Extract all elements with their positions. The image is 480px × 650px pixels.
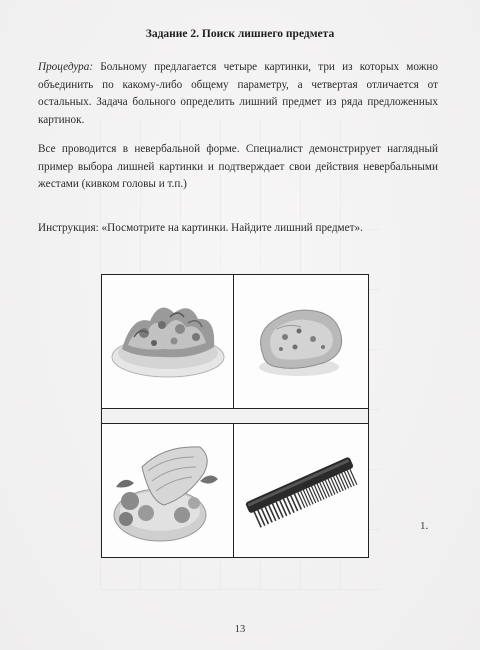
bread-loaf-icon: [237, 277, 366, 406]
procedure-paragraph: [38, 59, 438, 129]
fish-vegetables-plate-icon: [104, 427, 231, 555]
nonverbal-paragraph: Все проводится в невербальной форме. Специалист демонстрирует наглядный пример выбора лишней картинки и подтверждает свои действия невербальными жестами (кивком головы и т.п.): [38, 143, 438, 191]
item-number: 1.: [420, 520, 429, 532]
seafood-platter-icon: [104, 277, 231, 406]
hair-comb-icon: [237, 427, 366, 555]
procedure-label: Процедура:: [38, 61, 94, 73]
picture-fish-vegetables: [104, 427, 231, 555]
picture-bread-loaf: [237, 277, 366, 406]
grid-divider-horizontal: [102, 408, 368, 424]
picture-comb: [237, 427, 366, 555]
task-title: Задание 2. Поиск лишнего предмета: [145, 28, 335, 40]
instruction-paragraph: Инструкция: «Посмотрите на картинки. Найдите лишний предмет».: [38, 222, 363, 234]
picture-grid: [101, 274, 369, 558]
picture-seafood-platter: [104, 277, 231, 406]
page-number: 13: [234, 624, 246, 635]
procedure-text: Больному предлагается четыре картинки, три из которых можно объединить по какому-либо общему параметру, а четвертая отличается от остальных. Задача больного определить лишний предмет из ряда предложенных картинок.: [38, 61, 438, 126]
